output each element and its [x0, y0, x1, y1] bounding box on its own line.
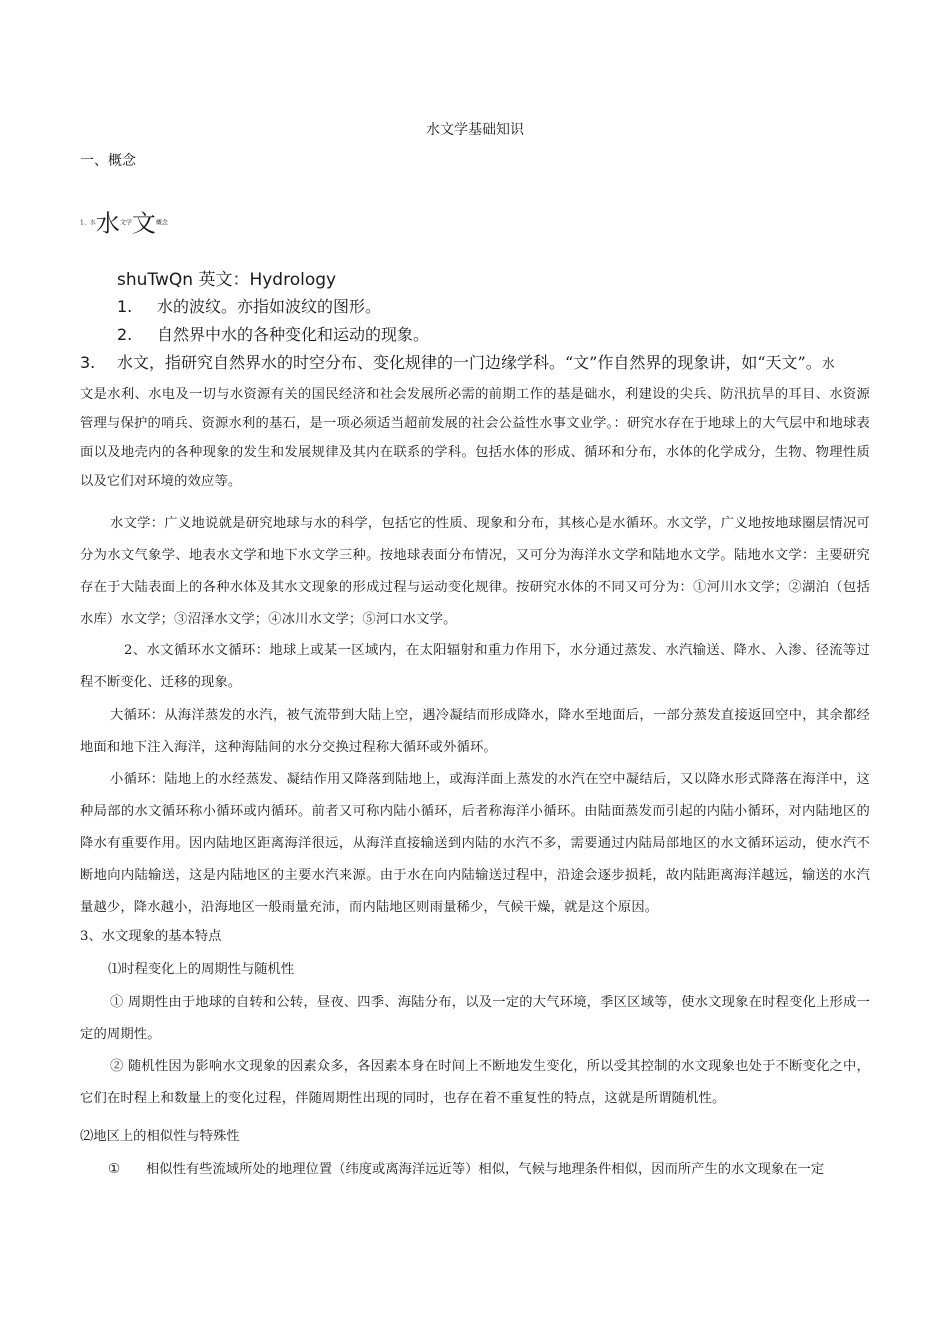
- heading-mid: 文学: [119, 219, 132, 227]
- paragraph-hydrology: 水文学：广义地说就是研究地球与水的科学，包括它的性质、现象和分布，其核心是水循环。水文学，广义地按地球圈层情况可分为水文气象学、地表水文学和地下水文学三种。按地球表面分布情况，又可分为海洋水文学和陆地水文学。陆地水文学：主要研究存在于大陆表面上的各种水体及其水文现象的形成过程与运动变化规律。按研究水体的不同又可分为：①河川水文学；②湖泊（包括水库）水文学；③沼泽水文学；④冰川水文学；⑤河口水文学。: [80, 516, 870, 627]
- heading-char-wen: 文: [131, 209, 156, 238]
- heading-prefix: 1、水: [80, 219, 96, 227]
- paragraph-hydrologic-cycle: 2、水文循环水文循环：地球上或某一区域内，在太阳辐射和重力作用下，水分通过蒸发、水汽输送、降水、入渗、径流等过程不断变化、迁移的现象。: [80, 643, 870, 690]
- heading-char-water: 水: [95, 209, 120, 238]
- paragraph-water-definition: 文是水利、水电及一切与水资源有关的国民经济和社会发展所必需的前期工作的基是础水，利建设的尖兵、防汛抗旱的耳目、水资源管理与保护的哨兵、资源水利的基石，是一项必须适当超前发展的社会公益性水事文业学。：研究水存在于地球上的大气层中和地球表面以及地壳内的各种现象的发生和发展规律及其内在联系的学科。包括水体的形成、循环和分布，水体的化学成分，生物、物理性质以及它们对环境的效应等。: [80, 387, 870, 489]
- paragraph-big-cycle: 大循环：从海洋蒸发的水汽，被气流带到大陆上空，遇冷凝结而形成降水，降水至地面后，一部分蒸发直接返回空中，其余都经地面和地下注入海洋，这种海陆间的水分交换过程称大循环或外循环。: [80, 708, 870, 755]
- list-text: 自然界中水的各种变化和运动的现象。: [157, 325, 430, 344]
- subheading-similarity-specificity: ⑵地区上的相似性与特殊性: [80, 1129, 240, 1144]
- list-text-tail: 水: [821, 357, 835, 372]
- document-title: 水文学基础知识: [426, 122, 524, 138]
- list-item-1: [117, 294, 381, 317]
- section-heading-features: 3、水文现象的基本特点: [80, 929, 222, 944]
- paragraph-periodicity: ① 周期性由于地球的自转和公转，昼夜、四季、海陆分布，以及一定的大气环境，季区区域等，使水文现象在时程变化上形成一定的周期性。: [80, 995, 870, 1042]
- section-heading-concept: 一、概念: [80, 153, 136, 169]
- paragraph-text: 相似性有些流域所处的地理位置（纬度或离海洋远近等）相似，气候与地理条件相似，因而所产生的水文现象在一定: [146, 1162, 825, 1177]
- list-text: 水的波纹。亦指如波纹的图形。: [157, 297, 382, 316]
- subheading-periodicity-randomness: ⑴时程变化上的周期性与随机性: [108, 962, 295, 977]
- list-number: ①: [108, 1162, 120, 1177]
- paragraph-small-cycle: 小循环：陆地上的水经蒸发、凝结作用又降落到陆地上，或海洋面上蒸发的水汽在空中凝结后，又以降水形式降落在海洋中，这种局部的水文循环称小循环或内循环。前者又可称内陆小循环，后者称海洋小循环。由陆面蒸发而引起的内陆小循环，对内陆地区的降水有重要作用。因内陆地区距离海洋很远，从海洋直接输送到内陆的水汽不多，需要通过内陆局部地区的水文循环运动，使水汽不断地向内陆输送，这是内陆地区的主要水汽来源。由于水在向内陆输送过程中，沿途会逐步损耗，故内陆距离海洋越远，输送的水汽量越少，降水越小，沿海地区一般雨量充沛，而内陆地区则雨量稀少，气候干燥，就是这个原因。: [80, 772, 870, 915]
- paragraph-randomness: ② 随机性因为影响水文现象的因素众多，各因素本身在时间上不断地发生变化，所以受其控制的水文现象也处于不断变化之中，它们在时程上和数量上的变化过程，伴随周期性出现的同时，也存在着不重复性的特点，这就是所谓随机性。: [80, 1059, 870, 1106]
- heading-suffix: 概念: [155, 219, 168, 227]
- english-term-line: shuTwQn 英文：Hydrology: [117, 270, 337, 290]
- list-number: 1.: [117, 297, 133, 316]
- list-item-3: [80, 350, 835, 373]
- list-number: 3.: [80, 353, 96, 372]
- list-text: 水文，指研究自然界水的时空分布、变化规律的一门边缘学科。“文”作自然界的现象讲，如“天文”。: [117, 353, 822, 372]
- heading-hydrology-concept: [80, 205, 168, 242]
- paragraph-similarity: [108, 1158, 824, 1177]
- list-item-2: [117, 322, 429, 345]
- list-number: 2.: [117, 325, 133, 344]
